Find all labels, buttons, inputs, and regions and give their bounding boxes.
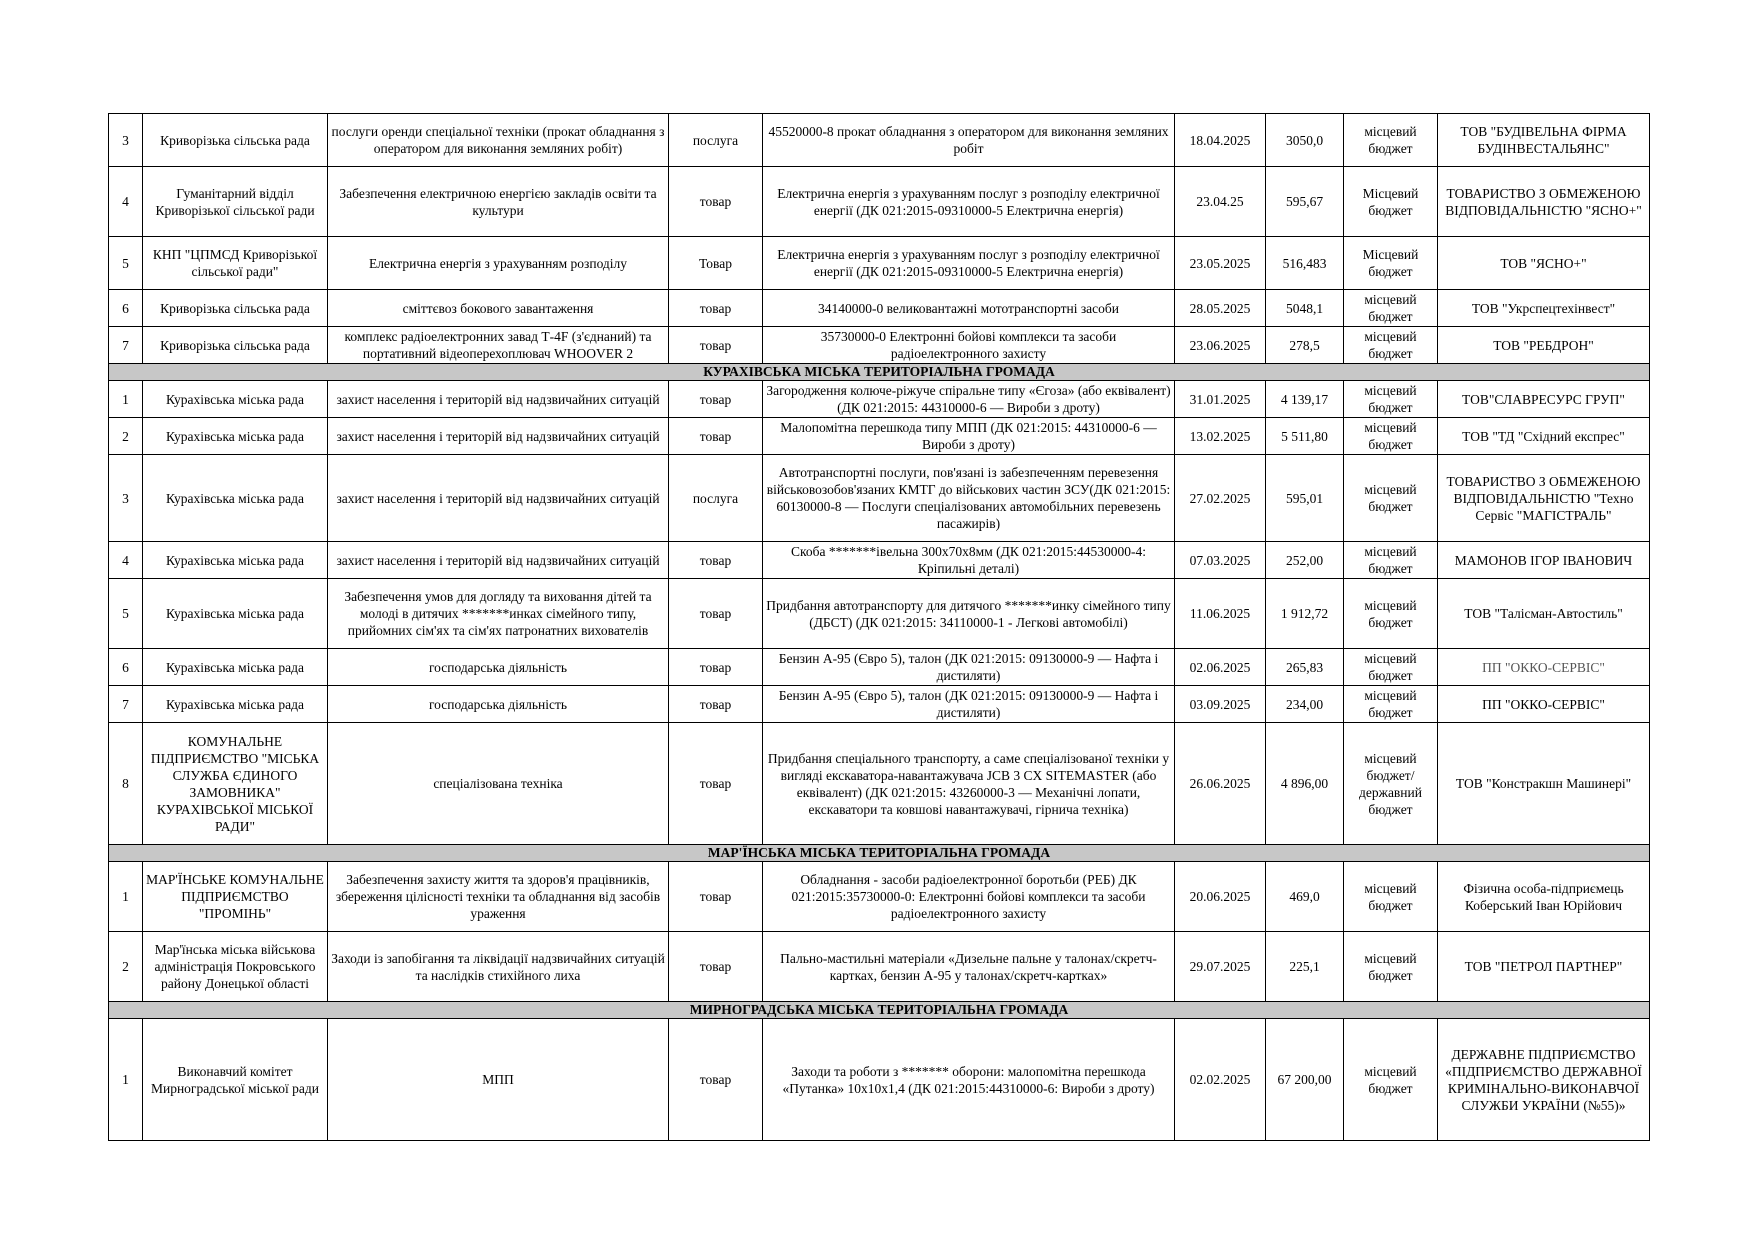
fund-cell: місцевий бюджет — [1344, 1019, 1438, 1141]
subject-cell: Обладнання - засоби радіоелектронної боротьби (РЕБ) ДК 021:2015:35730000-0: Електронні бойові комплекси та засоби радіоелектронного захисту — [763, 862, 1175, 932]
subject-cell: Скоба *******івельна 300х70х8мм (ДК 021:2015:44530000-4: Кріпильні деталі) — [763, 542, 1175, 579]
fund-cell: місцевий бюджет — [1344, 290, 1438, 327]
fund-cell: Місцевий бюджет — [1344, 237, 1438, 290]
purpose-cell: спеціалізована техніка — [328, 723, 669, 845]
row-number: 3 — [109, 114, 143, 167]
table-row — [109, 1019, 1650, 1141]
row-number: 1 — [109, 381, 143, 418]
fund-cell: місцевий бюджет — [1344, 327, 1438, 364]
fund-cell: місцевий бюджет — [1344, 114, 1438, 167]
supplier-cell: ТОВ "ТД "Східний експрес" — [1438, 418, 1650, 455]
table-row — [109, 862, 1650, 932]
amount-cell: 234,00 — [1266, 686, 1344, 723]
row-number: 8 — [109, 723, 143, 845]
supplier-cell: ПП "ОККО-СЕРВІС" — [1438, 686, 1650, 723]
supplier-cell: МАМОНОВ ІГОР ІВАНОВИЧ — [1438, 542, 1650, 579]
subject-cell: Придбання спеціального транспорту, а саме спеціалізованої техніки у вигляді екскаватора-навантажувача JCB 3 CX SITEMASTER (або еквівалент) (ДК 021:2015: 43260000-3 — Механічні лопати, екскаватори та ковшові навантажувачі, гірнича техніка) — [763, 723, 1175, 845]
purpose-cell: Заходи із запобігання та ліквідації надзвичайних ситуацій та наслідків стихійного лиха — [328, 932, 669, 1002]
table-body — [109, 114, 1650, 1141]
table-row — [109, 290, 1650, 327]
date-cell: 28.05.2025 — [1175, 290, 1266, 327]
amount-cell: 5048,1 — [1266, 290, 1344, 327]
amount-cell: 5 511,80 — [1266, 418, 1344, 455]
row-number: 4 — [109, 167, 143, 237]
amount-cell: 225,1 — [1266, 932, 1344, 1002]
purpose-cell: господарська діяльність — [328, 686, 669, 723]
row-number: 1 — [109, 1019, 143, 1141]
purpose-cell: захист населення і територій від надзвичайних ситуацій — [328, 542, 669, 579]
subject-cell: Автотранспортні послуги, пов'язані із забезпеченням перевезення військовозобов'язаних КМТГ до військових частин ЗСУ(ДК 021:2015: 60130000-8 — Послуги спеціалізованих автомобільних перевезень пасажирів) — [763, 455, 1175, 542]
type-cell: Товар — [669, 237, 763, 290]
table-row — [109, 167, 1650, 237]
date-cell: 23.05.2025 — [1175, 237, 1266, 290]
purpose-cell: захист населення і територій від надзвичайних ситуацій — [328, 455, 669, 542]
table-row — [109, 237, 1650, 290]
fund-cell: місцевий бюджет — [1344, 862, 1438, 932]
date-cell: 03.09.2025 — [1175, 686, 1266, 723]
row-number: 4 — [109, 542, 143, 579]
subject-cell: Бензин А-95 (Євро 5), талон (ДК 021:2015: 09130000-9 — Нафта і дистиляти) — [763, 686, 1175, 723]
type-cell: товар — [669, 579, 763, 649]
purpose-cell: Забезпечення електричною енергією закладів освіти та культури — [328, 167, 669, 237]
supplier-cell: ПП "ОККО-СЕРВІС" — [1438, 649, 1650, 686]
date-cell: 29.07.2025 — [1175, 932, 1266, 1002]
section-title: КУРАХІВСЬКА МІСЬКА ТЕРИТОРІАЛЬНА ГРОМАДА — [109, 364, 1650, 381]
fund-cell: місцевий бюджет — [1344, 542, 1438, 579]
supplier-cell: ТОВ "ПЕТРОЛ ПАРТНЕР" — [1438, 932, 1650, 1002]
type-cell: товар — [669, 686, 763, 723]
type-cell: товар — [669, 167, 763, 237]
amount-cell: 595,67 — [1266, 167, 1344, 237]
section-title: МИРНОГРАДСЬКА МІСЬКА ТЕРИТОРІАЛЬНА ГРОМАДА — [109, 1002, 1650, 1019]
supplier-cell: ТОВ "БУДІВЕЛЬНА ФІРМА БУДІНВЕСТАЛЬЯНС" — [1438, 114, 1650, 167]
table-row — [109, 723, 1650, 845]
customer-cell: Виконавчий комітет Мирноградської міської ради — [143, 1019, 328, 1141]
amount-cell: 516,483 — [1266, 237, 1344, 290]
row-number: 2 — [109, 932, 143, 1002]
type-cell: товар — [669, 542, 763, 579]
row-number: 5 — [109, 579, 143, 649]
fund-cell: місцевий бюджет — [1344, 381, 1438, 418]
table-row — [109, 932, 1650, 1002]
type-cell: товар — [669, 723, 763, 845]
type-cell: послуга — [669, 114, 763, 167]
table-row — [109, 327, 1650, 364]
row-number: 7 — [109, 686, 143, 723]
supplier-cell: ТОВ "Укрспецтехінвест" — [1438, 290, 1650, 327]
date-cell: 23.06.2025 — [1175, 327, 1266, 364]
purpose-cell: комплекс радіоелектронних завад Т-4F (з'єднаний) та портативний відеоперехоплювач WHOOVER 2 — [328, 327, 669, 364]
customer-cell: Курахівська міська рада — [143, 649, 328, 686]
row-number: 6 — [109, 649, 143, 686]
row-number: 3 — [109, 455, 143, 542]
supplier-cell: ТОВ "РЕБДРОН" — [1438, 327, 1650, 364]
date-cell: 18.04.2025 — [1175, 114, 1266, 167]
date-cell: 13.02.2025 — [1175, 418, 1266, 455]
type-cell: товар — [669, 290, 763, 327]
section-header-row — [109, 845, 1650, 862]
section-header-row — [109, 364, 1650, 381]
type-cell: товар — [669, 862, 763, 932]
amount-cell: 265,83 — [1266, 649, 1344, 686]
subject-cell: Загородження колюче-ріжуче спіральне типу «Єгоза» (або еквівалент) (ДК 021:2015: 44310000-6 — Вироби з дроту) — [763, 381, 1175, 418]
supplier-cell: ТОВАРИСТВО З ОБМЕЖЕНОЮ ВІДПОВІДАЛЬНІСТЮ "ЯСНО+" — [1438, 167, 1650, 237]
fund-cell: місцевий бюджет — [1344, 579, 1438, 649]
customer-cell: Гуманітарний відділ Криворізької сільської ради — [143, 167, 328, 237]
table-row — [109, 455, 1650, 542]
date-cell: 07.03.2025 — [1175, 542, 1266, 579]
section-header-row — [109, 1002, 1650, 1019]
supplier-cell: ТОВ "Талісман-Автостиль" — [1438, 579, 1650, 649]
row-number: 6 — [109, 290, 143, 327]
date-cell: 20.06.2025 — [1175, 862, 1266, 932]
purpose-cell: МПП — [328, 1019, 669, 1141]
type-cell: товар — [669, 381, 763, 418]
table-row — [109, 418, 1650, 455]
customer-cell: Мар'їнська міська військова адміністрація Покровського району Донецької області — [143, 932, 328, 1002]
supplier-cell: ДЕРЖАВНЕ ПІДПРИЄМСТВО «ПІДПРИЄМСТВО ДЕРЖАВНОЇ КРИМІНАЛЬНО-ВИКОНАВЧОЇ СЛУЖБИ УКРАЇНИ (№55)» — [1438, 1019, 1650, 1141]
fund-cell: місцевий бюджет — [1344, 932, 1438, 1002]
supplier-cell: ТОВ "Констракшн Машинері" — [1438, 723, 1650, 845]
subject-cell: Пально-мастильні матеріали «Дизельне пальне у талонах/скретч-картках, бензин А-95 у талонах/скретч-картках» — [763, 932, 1175, 1002]
table-row — [109, 381, 1650, 418]
customer-cell: Криворізька сільська рада — [143, 114, 328, 167]
customer-cell: Криворізька сільська рада — [143, 327, 328, 364]
purpose-cell: захист населення і територій від надзвичайних ситуацій — [328, 381, 669, 418]
purpose-cell: Забезпечення умов для догляду та виховання дітей та молоді в дитячих *******инках сімейного типу, прийомних сім'ях та сім'ях патронатних вихователів — [328, 579, 669, 649]
subject-cell: 45520000-8 прокат обладнання з оператором для виконання земляних робіт — [763, 114, 1175, 167]
type-cell: товар — [669, 932, 763, 1002]
date-cell: 02.06.2025 — [1175, 649, 1266, 686]
type-cell: товар — [669, 1019, 763, 1141]
table-row — [109, 579, 1650, 649]
amount-cell: 252,00 — [1266, 542, 1344, 579]
date-cell: 27.02.2025 — [1175, 455, 1266, 542]
purpose-cell: Електрична енергія з урахуванням розподілу — [328, 237, 669, 290]
customer-cell: КОМУНАЛЬНЕ ПІДПРИЄМСТВО "МІСЬКА СЛУЖБА ЄДИНОГО ЗАМОВНИКА" КУРАХІВСЬКОЇ МІСЬКОЇ РАДИ" — [143, 723, 328, 845]
date-cell: 02.02.2025 — [1175, 1019, 1266, 1141]
supplier-cell: ТОВАРИСТВО З ОБМЕЖЕНОЮ ВІДПОВІДАЛЬНІСТЮ "Техно Сервіс "МАГІСТРАЛЬ" — [1438, 455, 1650, 542]
type-cell: товар — [669, 649, 763, 686]
amount-cell: 67 200,00 — [1266, 1019, 1344, 1141]
fund-cell: місцевий бюджет — [1344, 418, 1438, 455]
customer-cell: КНП "ЦПМСД Криворізької сільської ради" — [143, 237, 328, 290]
customer-cell: Криворізька сільська рада — [143, 290, 328, 327]
subject-cell: Електрична енергія з урахуванням послуг з розподілу електричної енергії (ДК 021:2015-09310000-5 Електрична енергія) — [763, 237, 1175, 290]
fund-cell: Місцевий бюджет — [1344, 167, 1438, 237]
amount-cell: 3050,0 — [1266, 114, 1344, 167]
purpose-cell: захист населення і територій від надзвичайних ситуацій — [328, 418, 669, 455]
subject-cell: Малопомітна перешкода типу МПП (ДК 021:2015: 44310000-6 — Вироби з дроту) — [763, 418, 1175, 455]
row-number: 2 — [109, 418, 143, 455]
customer-cell: Курахівська міська рада — [143, 686, 328, 723]
date-cell: 31.01.2025 — [1175, 381, 1266, 418]
amount-cell: 278,5 — [1266, 327, 1344, 364]
type-cell: послуга — [669, 455, 763, 542]
customer-cell: МАР'ЇНСЬКЕ КОМУНАЛЬНЕ ПІДПРИЄМСТВО "ПРОМІНЬ" — [143, 862, 328, 932]
amount-cell: 4 139,17 — [1266, 381, 1344, 418]
supplier-cell: ТОВ "ЯСНО+" — [1438, 237, 1650, 290]
date-cell: 11.06.2025 — [1175, 579, 1266, 649]
subject-cell: Заходи та роботи з ******* оборони: малопомітна перешкода «Путанка» 10х10х1,4 (ДК 021:2015:44310000-6: Вироби з дроту) — [763, 1019, 1175, 1141]
table-row — [109, 114, 1650, 167]
purpose-cell: господарська діяльність — [328, 649, 669, 686]
date-cell: 23.04.25 — [1175, 167, 1266, 237]
customer-cell: Курахівська міська рада — [143, 418, 328, 455]
table-row — [109, 649, 1650, 686]
supplier-cell: Фізична особа-підприємець Коберський Іван Юрійович — [1438, 862, 1650, 932]
purpose-cell: сміттєвоз бокового завантаження — [328, 290, 669, 327]
purpose-cell: послуги оренди спеціальної техніки (прокат обладнання з оператором для виконання земляних робіт) — [328, 114, 669, 167]
purpose-cell: Забезпечення захисту життя та здоров'я працівників, збереження цілісності техніки та обладнання від засобів ураження — [328, 862, 669, 932]
customer-cell: Курахівська міська рада — [143, 579, 328, 649]
amount-cell: 1 912,72 — [1266, 579, 1344, 649]
customer-cell: Курахівська міська рада — [143, 542, 328, 579]
customer-cell: Курахівська міська рада — [143, 455, 328, 542]
fund-cell: місцевий бюджет — [1344, 686, 1438, 723]
subject-cell: Бензин А-95 (Євро 5), талон (ДК 021:2015: 09130000-9 — Нафта і дистиляти) — [763, 649, 1175, 686]
subject-cell: 34140000-0 великовантажні мототранспортні засоби — [763, 290, 1175, 327]
subject-cell: Придбання автотранспорту для дитячого *******инку сімейного типу (ДБСТ) (ДК 021:2015: 34110000-1 - Легкові автомобілі) — [763, 579, 1175, 649]
type-cell: товар — [669, 418, 763, 455]
row-number: 7 — [109, 327, 143, 364]
subject-cell: Електрична енергія з урахуванням послуг з розподілу електричної енергії (ДК 021:2015-09310000-5 Електрична енергія) — [763, 167, 1175, 237]
customer-cell: Курахівська міська рада — [143, 381, 328, 418]
type-cell: товар — [669, 327, 763, 364]
table-row — [109, 686, 1650, 723]
row-number: 1 — [109, 862, 143, 932]
date-cell: 26.06.2025 — [1175, 723, 1266, 845]
section-title: МАР'ЇНСЬКА МІСЬКА ТЕРИТОРІАЛЬНА ГРОМАДА — [109, 845, 1650, 862]
procurement-table — [108, 113, 1650, 1141]
fund-cell: місцевий бюджет/державний бюджет — [1344, 723, 1438, 845]
amount-cell: 469,0 — [1266, 862, 1344, 932]
table-row — [109, 542, 1650, 579]
amount-cell: 595,01 — [1266, 455, 1344, 542]
subject-cell: 35730000-0 Електронні бойові комплекси та засоби радіоелектронного захисту — [763, 327, 1175, 364]
amount-cell: 4 896,00 — [1266, 723, 1344, 845]
fund-cell: місцевий бюджет — [1344, 455, 1438, 542]
supplier-cell: ТОВ"СЛАВРЕСУРС ГРУП" — [1438, 381, 1650, 418]
fund-cell: місцевий бюджет — [1344, 649, 1438, 686]
row-number: 5 — [109, 237, 143, 290]
